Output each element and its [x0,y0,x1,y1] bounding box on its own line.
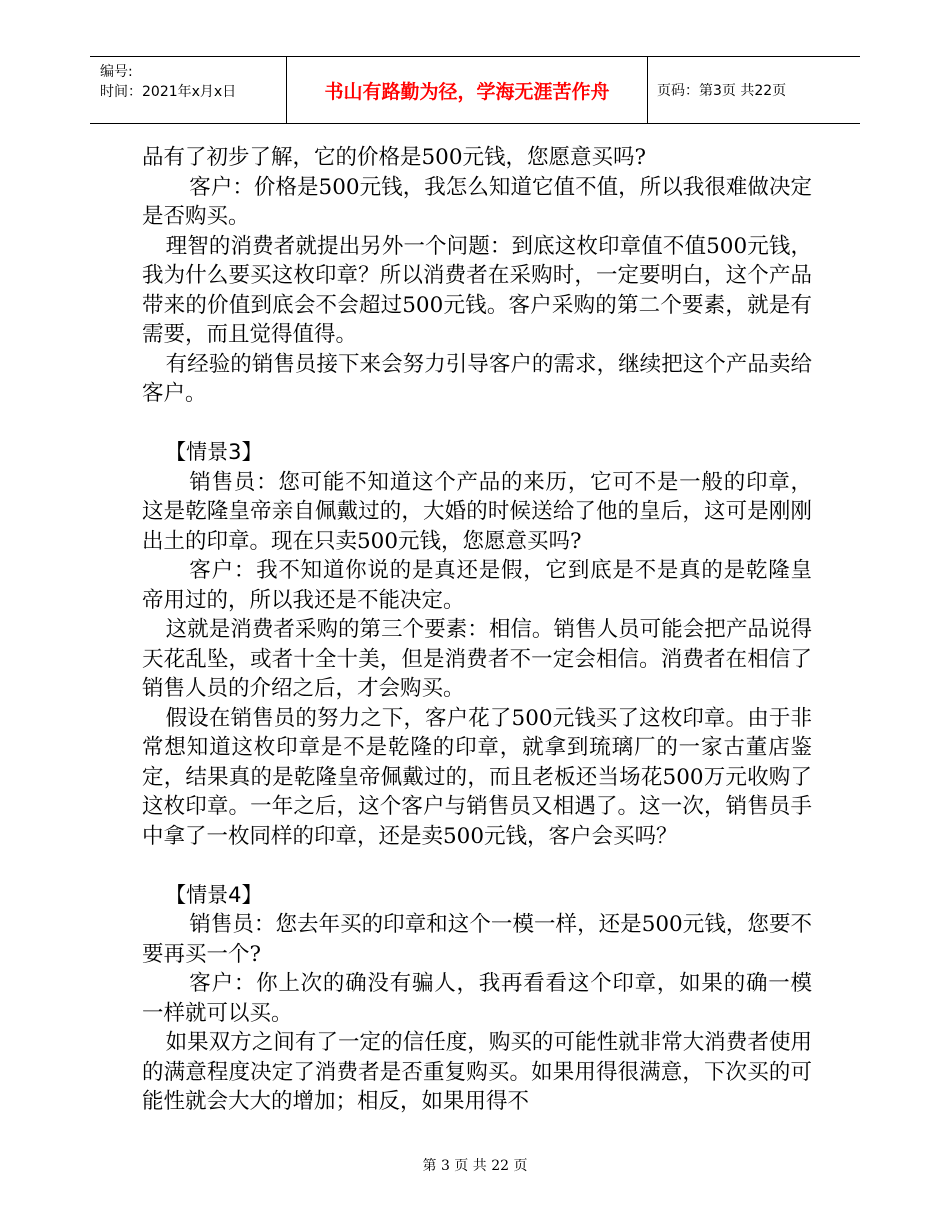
header-meta [90,57,285,123]
body-paragraph: 客户：价格是500元钱，我怎么知道它值不值，所以我很难做决定是否购买。 [142,174,812,229]
body-paragraph: 理智的消费者就提出另外一个问题：到底这枚印章值不值500元钱，我为什么要买这枚印章？所以消费者在采购时，一定要明白，这个产品带来的价值到底会不会超过500元钱。客户采购的第二个要素，就是有需要，而且觉得值得。 [142,233,812,347]
header-page-info: 页码：第3页 共22页 [657,83,787,99]
page-footer: 第 3 页 共 22 页 [422,1158,528,1174]
body-paragraph: 这就是消费者采购的第三个要素：相信。销售人员可能会把产品说得天花乱坠，或者十全十美，但是消费者不一定会相信。消费者在相信了销售人员的介绍之后，才会购买。 [142,617,812,701]
doc-number-label: 编号: [100,64,133,80]
body-paragraph: 客户：我不知道你说的是真还是假，它到底是不是真的是乾隆皇帝用过的，所以我还是不能决定。 [142,558,812,613]
section-heading: 【情景4】 [165,882,263,907]
doc-time-label: 时间：2021年x月x日 [100,84,237,100]
header-motto: 书山有路勤为径，学海无涯苦作舟 [286,57,648,123]
body-paragraph: 销售员：您去年买的印章和这个一模一样，还是500元钱，您要不要再买一个? [142,912,812,967]
document-body [142,143,812,1117]
body-paragraph: 有经验的销售员接下来会努力引导客户的需求，继续把这个产品卖给客户。 [142,351,812,406]
body-paragraph: 品有了初步了解，它的价格是500元钱，您愿意买吗? [142,145,647,170]
body-paragraph: 假设在销售员的努力之下，客户花了500元钱买了这枚印章。由于非常想知道这枚印章是不是乾隆的印章，就拿到琉璃厂的一家古董店鉴定，结果真的是乾隆皇帝佩戴过的，而且老板还当场花500万元收购了这枚印章。一年之后，这个客户与销售员又相遇了。这一次，销售员手中拿了一枚同样的印章，还是卖500元钱，客户会买吗？ [142,705,812,849]
page-header [90,56,860,124]
body-paragraph: 如果双方之间有了一定的信任度，购买的可能性就非常大消费者使用的满意程度决定了消费者是否重复购买。如果用得很满意，下次买的可能性就会大大的增加；相反，如果用得不 [142,1030,812,1114]
body-paragraph: 销售员：您可能不知道这个产品的来历，它可不是一般的印章，这是乾隆皇帝亲自佩戴过的，大婚的时候送给了他的皇后，这可是刚刚出土的印章。现在只卖500元钱，您愿意买吗? [142,469,812,554]
section-heading: 【情景3】 [165,440,263,464]
body-paragraph: 客户：你上次的确没有骗人，我再看看这个印章，如果的确一模一样就可以买。 [142,971,812,1026]
